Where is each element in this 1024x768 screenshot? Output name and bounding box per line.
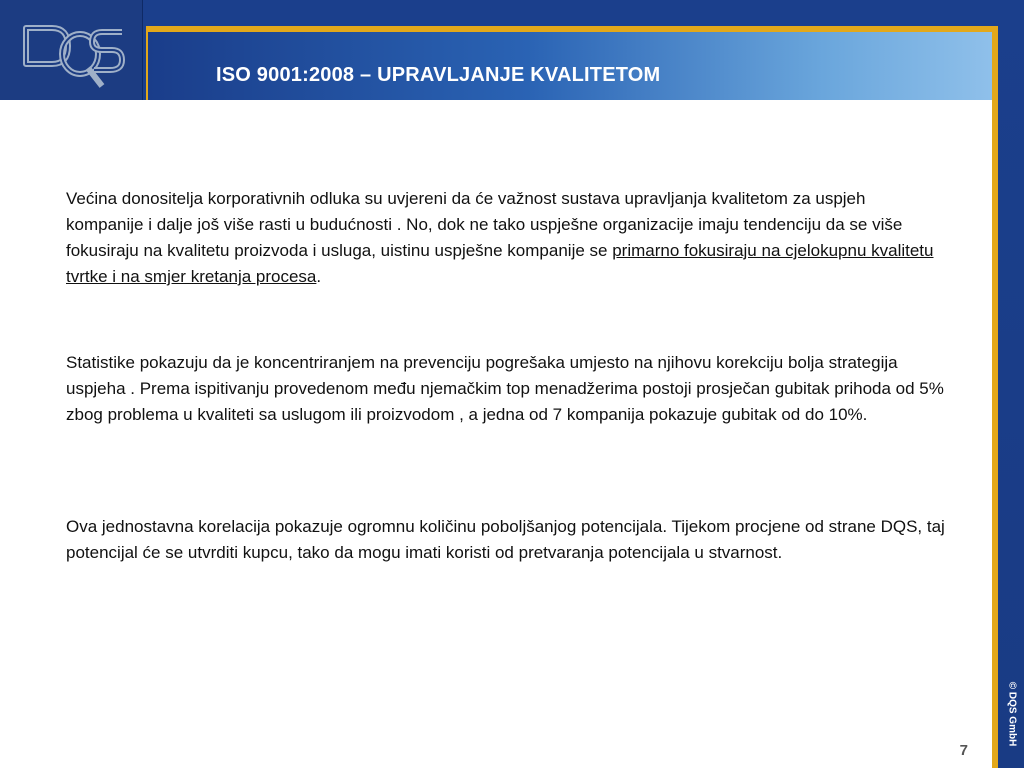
paragraph-1-underlined: primarno fokusiraju na cjelokupnu kvalitetu tvrtke i na smjer kretanja procesa [66, 241, 934, 286]
paragraph-3: Ova jednostavna korelacija pokazuje ogromnu količinu poboljšanjog potencijala. Tijekom procjene od strane DQS, taj potencijal će se utvrditi kupcu, tako da mogu imati koristi od pretvaranja potencijala u stvarnost. [66, 517, 945, 562]
copyright-notice: © DQS GmbH [1006, 681, 1018, 747]
paragraph-1 [66, 186, 946, 290]
dqs-logo-icon [22, 18, 126, 94]
paragraph-1-text: Većina donositelja korporativnih odluka su uvjereni da će važnost sustava upravljanja kvalitetom za uspjeh kompanije i dalje još više rasti u budućnosti . No, dok ne tako uspješne organizacije imaju tendenciju da se više fokusiraju na kvalitetu proizvoda i usluga, uistinu uspješne kompanije se [66, 189, 903, 260]
page-number: 7 [959, 742, 968, 759]
logo [0, 0, 143, 100]
slide-title: ISO 9001:2008 – UPRAVLJANJE KVALITETOM [216, 64, 661, 86]
paragraph-1-end: . [316, 267, 322, 286]
paragraph-2: Statistike pokazuju da je koncentriranjem na prevenciju pogrešaka umjesto na njihovu korekciju bolja strategija uspjeha . Prema ispitivanju provedenom među njemačkim top menadžerima postoji prosječan gubitak prihoda od 5% zbog problema u kvaliteti sa uslugom ili proizvodom , a jedna od 7 kompanija pokazuje gubitak od do 10%. [66, 353, 944, 424]
